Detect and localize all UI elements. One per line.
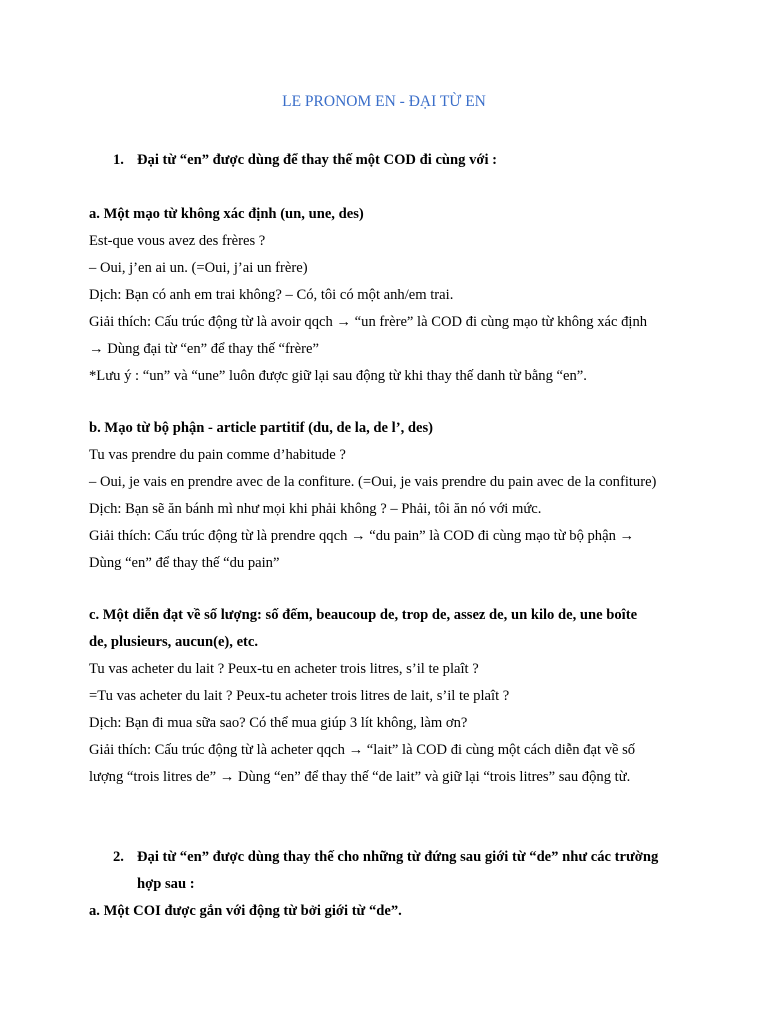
part-a-line: Giải thích: Cấu trúc động từ là avoir qqch → “un frère” là COD đi cùng mạo từ không xác định — [89, 314, 648, 330]
section-2-number: 2. — [113, 849, 124, 865]
section-1-heading: Đại từ “en” được dùng để thay thế một COD đi cùng với : — [137, 152, 498, 168]
part-a-heading: a. Một mạo từ không xác định (un, une, des) — [89, 206, 364, 222]
section-2-heading: Đại từ “en” được dùng thay thế cho những từ đứng sau giới từ “de” như các trường — [137, 849, 659, 865]
part-a-note: *Lưu ý : “un” và “une” luôn được giữ lại sau động từ khi thay thế danh từ bằng “en”. — [89, 368, 587, 384]
section-2-heading-cont: hợp sau : — [137, 876, 195, 892]
part-c-heading-cont: de, plusieurs, aucun(e), etc. — [89, 634, 259, 650]
part-c-heading: c. Một diễn đạt về số lượng: số đếm, beaucoup de, trop de, assez de, un kilo de, une boîte — [89, 607, 638, 623]
part-b-line: Tu vas prendre du pain comme d’habitude ? — [89, 447, 346, 463]
part-a-line: Est-que vous avez des frères ? — [89, 233, 266, 249]
part-b-line: – Oui, je vais en prendre avec de la confiture. (=Oui, je vais prendre du pain avec de la confiture) — [89, 474, 657, 490]
part-b-line: Dịch: Bạn sẽ ăn bánh mì như mọi khi phải không ? – Phải, tôi ăn nó với mức. — [89, 501, 542, 517]
part-a-line: → Dùng đại từ “en” để thay thế “frère” — [89, 341, 319, 357]
part-b-line: Giải thích: Cấu trúc động từ là prendre qqch → “du pain” là COD đi cùng mạo từ bộ phận → — [89, 528, 635, 544]
part-c-line: lượng “trois litres de” → Dùng “en” để thay thế “de lait” và giữ lại “trois litres” sau động từ. — [89, 769, 631, 785]
part-c-line: =Tu vas acheter du lait ? Peux-tu acheter trois litres de lait, s’il te plaît ? — [89, 688, 510, 704]
part-a-line: Dịch: Bạn có anh em trai không? – Có, tôi có một anh/em trai. — [89, 287, 454, 303]
document-title: LE PRONOM EN - ĐẠI TỪ EN — [282, 93, 486, 110]
part-c-line: Giải thích: Cấu trúc động từ là acheter qqch → “lait” là COD đi cùng một cách diễn đạt về số — [89, 742, 636, 758]
part-b-line: Dùng “en” để thay thế “du pain” — [89, 555, 280, 571]
part-c-line: Dịch: Bạn đi mua sữa sao? Có thể mua giúp 3 lít không, làm ơn? — [89, 715, 468, 731]
part-2a-heading: a. Một COI được gắn với động từ bởi giới từ “de”. — [89, 903, 402, 919]
part-a-line: – Oui, j’en ai un. (=Oui, j’ai un frère) — [89, 260, 308, 276]
section-1-number: 1. — [113, 152, 124, 168]
part-c-line: Tu vas acheter du lait ? Peux-tu en acheter trois litres, s’il te plaît ? — [89, 661, 479, 677]
part-b-heading: b. Mạo từ bộ phận - article partitif (du, de la, de l’, des) — [89, 420, 434, 436]
